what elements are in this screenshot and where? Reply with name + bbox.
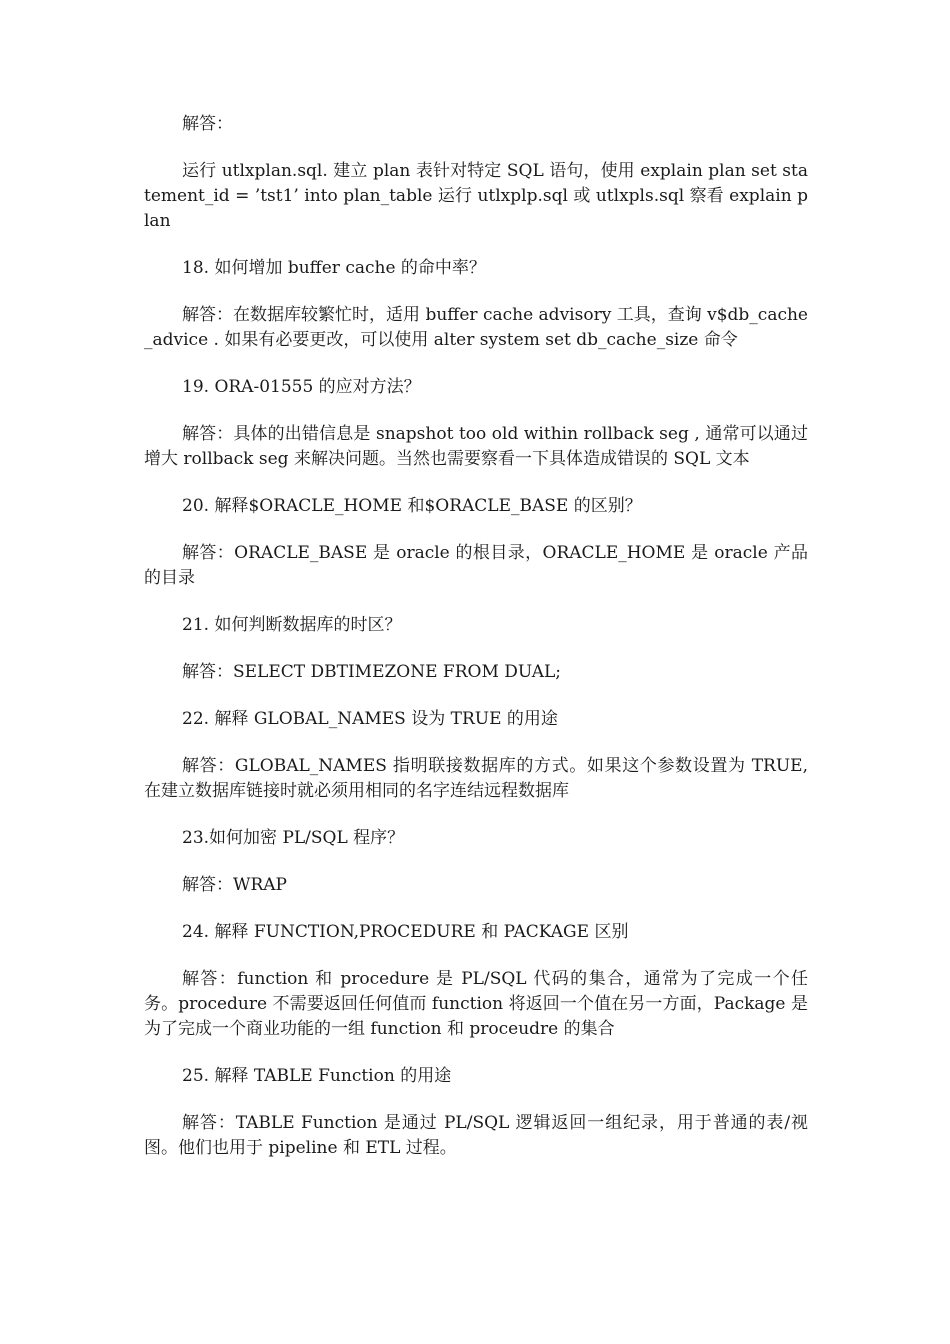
answer-22: 解答：GLOBAL_NAMES 指明联接数据库的方式。如果这个参数设置为 TRUE, 在建立数据库链接时就必须用相同的名字连结远程数据库 <box>144 756 808 801</box>
document-body <box>144 112 808 1183</box>
answer-23: 解答：WRAP <box>182 875 287 895</box>
answer-24: 解答：function 和 procedure 是 PL/SQL 代码的集合，通常为了完成一个任务。procedure 不需要返回任何值而 function 将返回一个值在另一方面，Package 是为了完成一个商业功能的一组 function 和 proceudre 的集合 <box>144 969 808 1039</box>
question-23: 23.如何加密 PL/SQL 程序？ <box>182 828 405 848</box>
answer-label: 解答： <box>182 114 233 134</box>
answer-17: 运行 utlxplan.sql. 建立 plan 表针对特定 SQL 语句，使用 explain plan set statement_id = ’tst1’ into plan_table 运行 utlxplp.sql 或 utlxpls.sql 察看 explain plan <box>144 161 808 231</box>
question-25: 25. 解释 TABLE Function 的用途 <box>182 1066 452 1086</box>
answer-25: 解答：TABLE Function 是通过 PL/SQL 逻辑返回一组纪录，用于普通的表/视图。他们也用于 pipeline 和 ETL 过程。 <box>144 1113 808 1158</box>
question-18: 18. 如何增加 buffer cache 的命中率？ <box>182 258 486 278</box>
answer-19: 解答：具体的出错信息是 snapshot too old within rollback seg , 通常可以通过增大 rollback seg 来解决问题。当然也需要察看一下具体造成错误的 SQL 文本 <box>144 424 808 469</box>
question-21: 21. 如何判断数据库的时区？ <box>182 615 402 635</box>
answer-20: 解答：ORACLE_BASE 是 oracle 的根目录，ORACLE_HOME 是 oracle 产品的目录 <box>144 543 808 588</box>
question-20: 20. 解释$ORACLE_HOME 和$ORACLE_BASE 的区别？ <box>182 496 642 516</box>
question-22: 22. 解释 GLOBAL_NAMES 设为 TRUE 的用途 <box>182 709 558 729</box>
question-24: 24. 解释 FUNCTION,PROCEDURE 和 PACKAGE 区别 <box>182 922 629 942</box>
question-19: 19. ORA-01555 的应对方法？ <box>182 377 421 397</box>
answer-18: 解答：在数据库较繁忙时，适用 buffer cache advisory 工具，查询 v$db_cache_advice . 如果有必要更改，可以使用 alter system set db_cache_size 命令 <box>144 305 808 350</box>
answer-21: 解答：SELECT DBTIMEZONE FROM DUAL; <box>182 662 562 682</box>
